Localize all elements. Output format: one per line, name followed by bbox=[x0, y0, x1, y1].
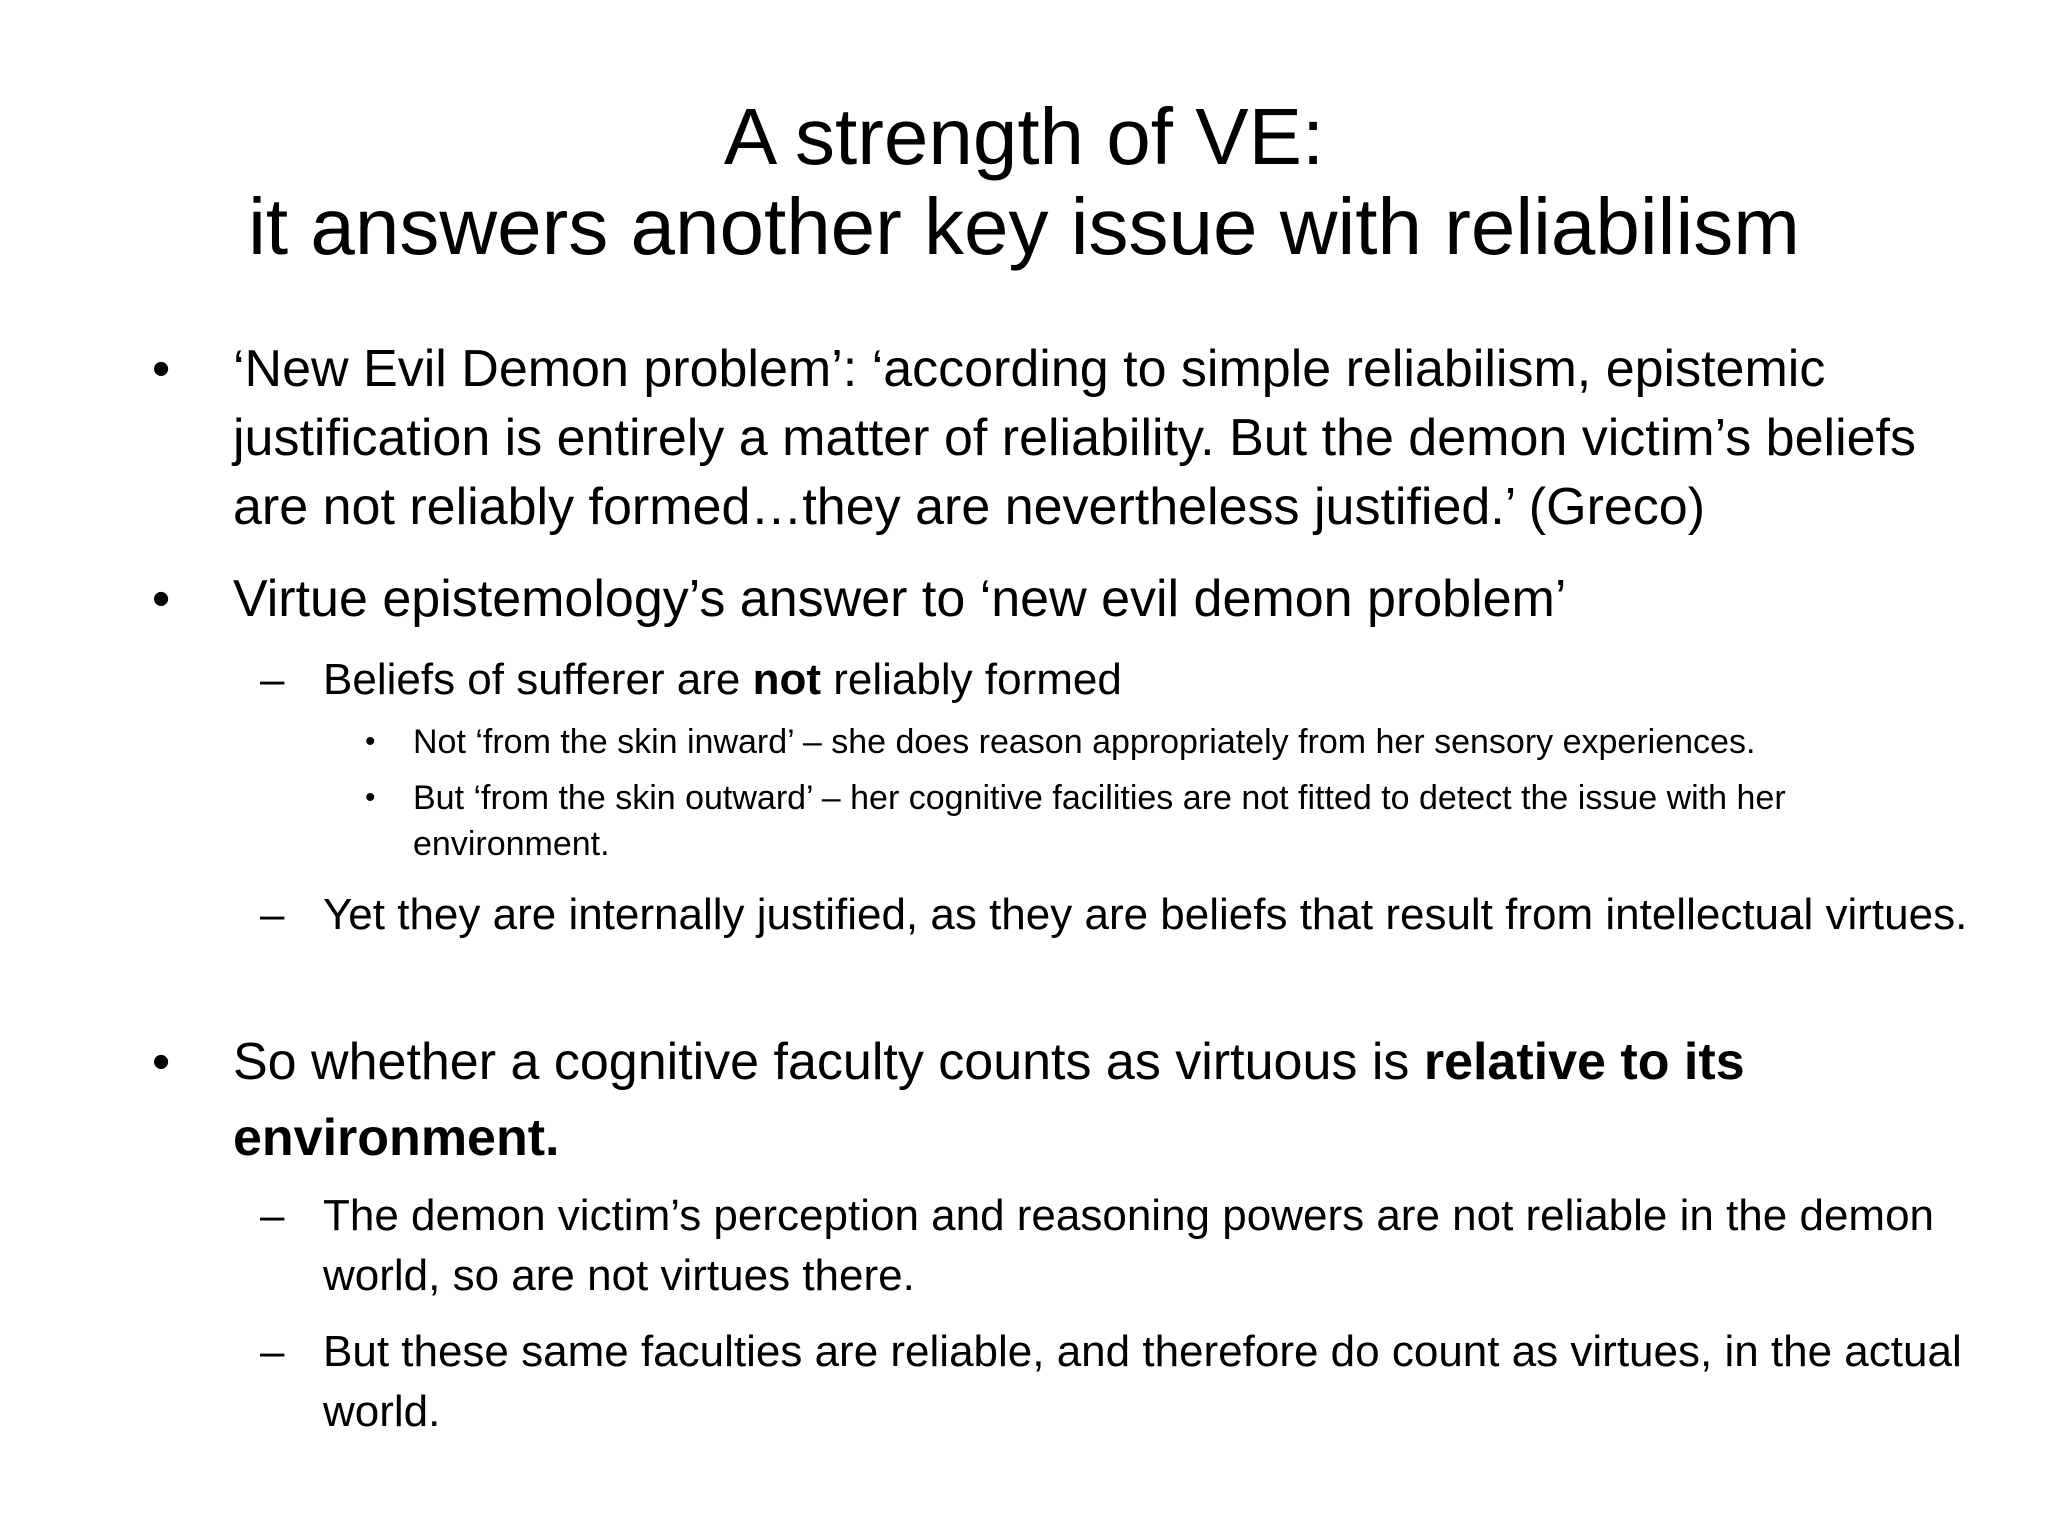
bullet-text: ‘New Evil Demon problem’: ‘according to simple reliabilism, epistemic justification is entirely a matter of reliability. But the demon victim’s beliefs are not reliably formed…they are nevertheless justified.’ (Greco) bbox=[233, 340, 1916, 536]
bullet-item bbox=[152, 335, 1973, 542]
sub-bullet-item bbox=[260, 650, 1973, 710]
sub-bullet-text-start: Beliefs of sufferer are bbox=[323, 655, 753, 704]
bullet-marker: • bbox=[152, 1033, 171, 1091]
dash-marker: – bbox=[260, 890, 285, 939]
bullet-marker: • bbox=[365, 781, 376, 814]
bullet-text-bold: relative to its environment. bbox=[233, 1033, 1745, 1167]
sub-bullet-text: The demon victim’s perception and reasoning powers are not reliable in the demon world, so are not virtues there. bbox=[323, 1191, 1935, 1300]
sub-bullet-item bbox=[260, 885, 1973, 945]
slide-title-line-1: A strength of VE: bbox=[723, 92, 1325, 181]
sub-bullet-text: But these same faculties are reliable, and therefore do count as virtues, in the actual world. bbox=[323, 1327, 1962, 1436]
bullet-text: Virtue epistemology’s answer to ‘new evil demon problem’ bbox=[233, 570, 1567, 628]
bullet-marker: • bbox=[152, 570, 171, 628]
bullet-marker: • bbox=[152, 340, 171, 398]
sub-sub-bullet-item bbox=[365, 719, 1973, 765]
dash-marker: – bbox=[260, 1327, 285, 1376]
sub-bullet-text: Yet they are internally justified, as they are beliefs that result from intellectual virtues. bbox=[323, 890, 1968, 939]
dash-marker: – bbox=[260, 655, 285, 704]
bullet-text-start: So whether a cognitive faculty counts as virtuous is bbox=[233, 1033, 1424, 1091]
dash-marker: – bbox=[260, 1191, 285, 1240]
sub-bullet-item bbox=[260, 1186, 1973, 1306]
sub-bullet-item bbox=[260, 1322, 1973, 1442]
sub-bullet-text-bold: not bbox=[752, 655, 822, 704]
slide-title-line-2: it answers another key issue with reliabilism bbox=[248, 182, 1800, 271]
sub-sub-bullet-item bbox=[365, 775, 1973, 867]
bullet-item bbox=[152, 565, 1973, 634]
sub-bullet-text-end: reliably formed bbox=[821, 655, 1122, 704]
sub-sub-bullet-text: But ‘from the skin outward’ – her cognitive facilities are not fitted to detect the issue with her environment. bbox=[413, 779, 1786, 863]
slide-title bbox=[100, 92, 1948, 272]
bullet-marker: • bbox=[365, 725, 376, 758]
bullet-item bbox=[152, 1024, 1973, 1176]
sub-sub-bullet-text: Not ‘from the skin inward’ – she does reason appropriately from her sensory experiences. bbox=[413, 723, 1756, 761]
